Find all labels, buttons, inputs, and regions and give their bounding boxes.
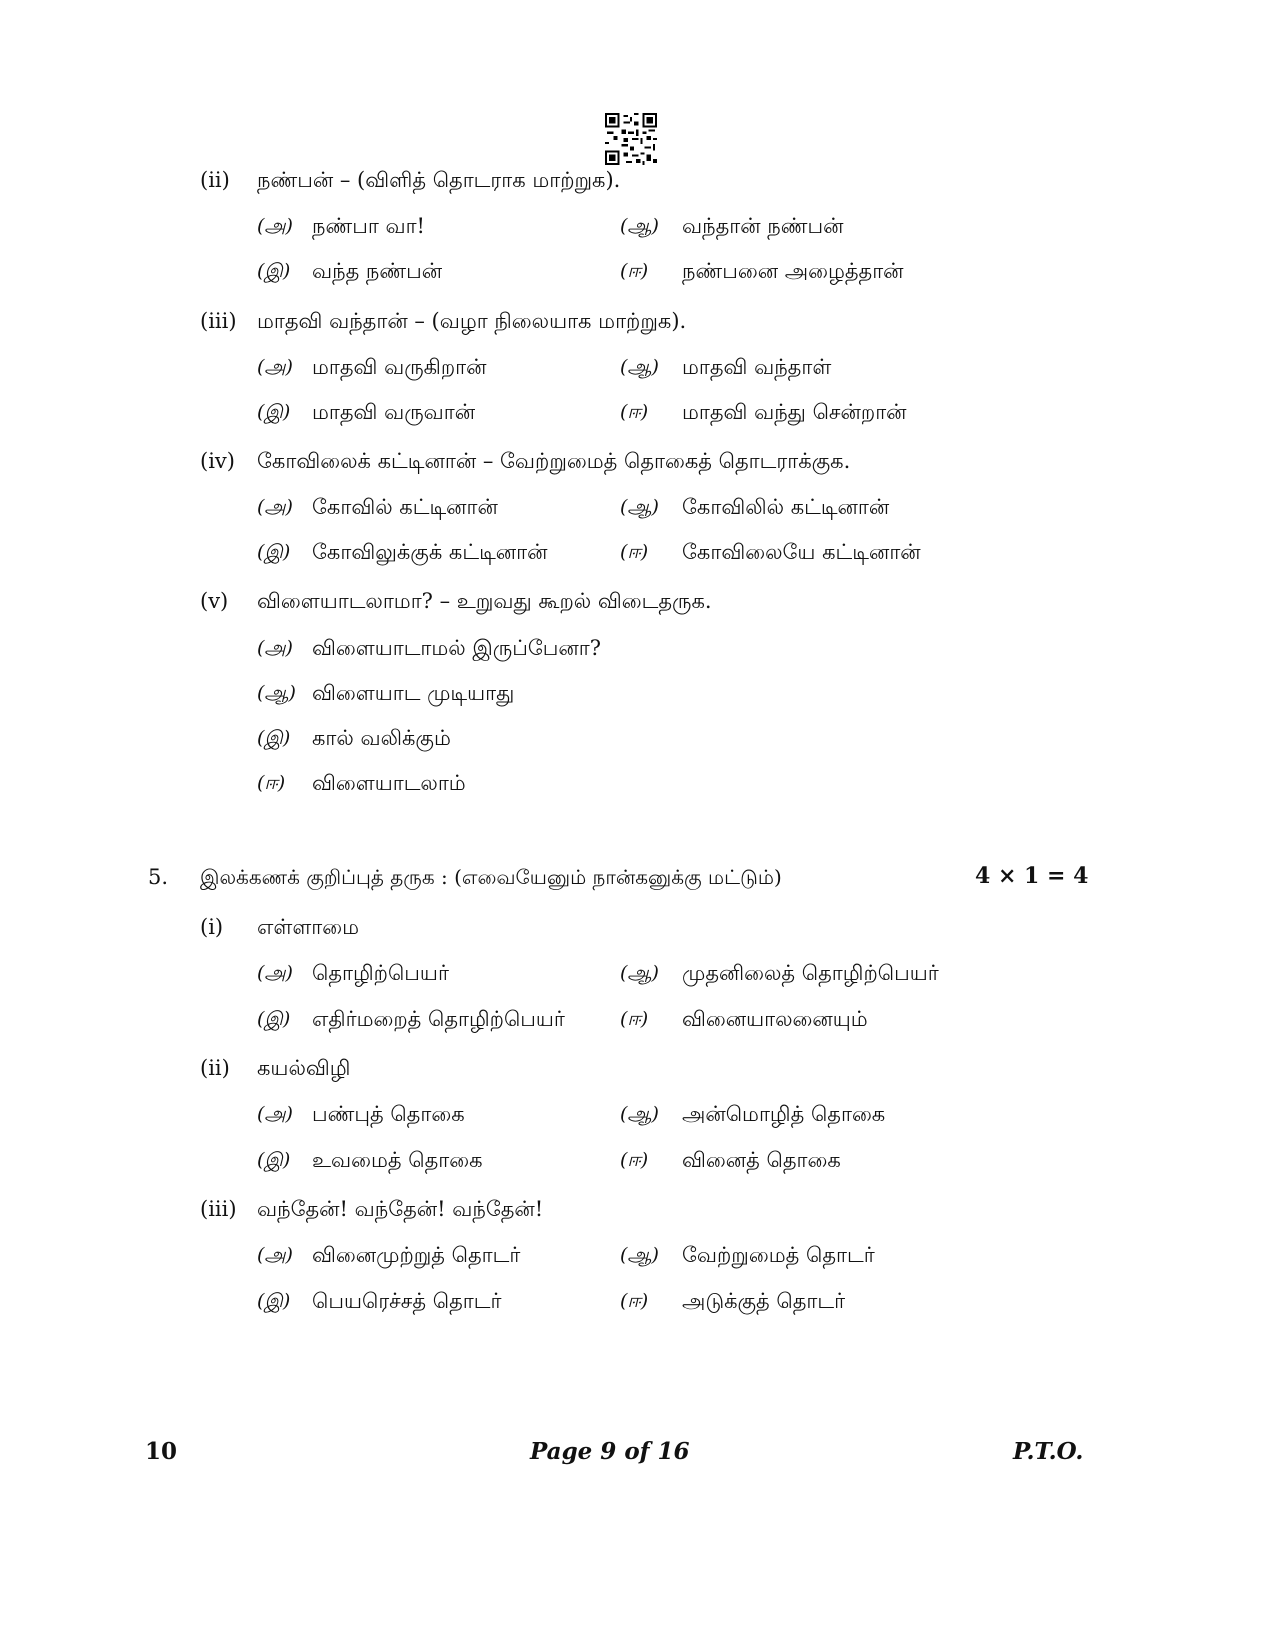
item-number: (v) (200, 589, 229, 613)
option-text: அன்மொழித் தொகை (682, 1102, 886, 1126)
option-text: கோவிலுக்குக் கட்டினான் (312, 540, 548, 564)
item-number: (ii) (200, 168, 230, 192)
option-text: கோவிலையே கட்டினான் (682, 540, 921, 564)
option-text: பெயரெச்சத் தொடர் (312, 1289, 502, 1313)
option-label: (ஆ) (620, 496, 659, 518)
option-text: நண்பனை அழைத்தான் (682, 259, 904, 283)
option-label: (ஈ) (620, 260, 649, 282)
option-text: வந்த நண்பன் (312, 259, 443, 283)
option-text: வினையாலனையும் (682, 1007, 868, 1031)
option-text: மாதவி வந்து சென்றான் (682, 400, 907, 424)
option-text: கோவில் கட்டினான் (312, 495, 498, 519)
item-question: நண்பன் – (விளித் தொடராக மாற்றுக). (257, 168, 621, 192)
option-text: வினைத் தொகை (682, 1148, 841, 1172)
option-text: வினைமுற்றுத் தொடர் (312, 1243, 521, 1267)
option-label: (இ) (257, 1290, 291, 1312)
qr-code (605, 113, 657, 165)
option-label: (ஆ) (620, 215, 659, 237)
option-text: மாதவி வருகிறான் (312, 355, 487, 379)
option-label: (ஈ) (620, 401, 649, 423)
option-text: உவமைத் தொகை (312, 1148, 483, 1172)
item-question: எள்ளாமை (257, 915, 360, 939)
option-label: (அ) (257, 962, 293, 984)
item-question: வந்தேன்! வந்தேன்! வந்தேன்! (257, 1197, 544, 1221)
pto-label: P.T.O. (1013, 1438, 1084, 1465)
option-text: கால் வலிக்கும் (312, 726, 451, 750)
item-number: (iv) (200, 449, 235, 473)
option-label: (ஆ) (620, 1103, 659, 1125)
item-number: (ii) (200, 1056, 230, 1080)
option-label: (இ) (257, 1149, 291, 1171)
option-text: மாதவி வருவான் (312, 400, 476, 424)
option-text: நண்பா வா! (312, 214, 425, 238)
question-text: இலக்கணக் குறிப்புத் தருக : (எவையேனும் நான்கனுக்கு மட்டும்) (200, 865, 782, 889)
option-label: (அ) (257, 1244, 293, 1266)
question-number: 5. (148, 865, 169, 889)
option-label: (அ) (257, 215, 293, 237)
option-label: (ஆ) (620, 356, 659, 378)
option-text: முதனிலைத் தொழிற்பெயர் (682, 961, 939, 985)
option-label: (ஈ) (620, 1149, 649, 1171)
option-text: எதிர்மறைத் தொழிற்பெயர் (312, 1007, 565, 1031)
item-number: (iii) (200, 1197, 237, 1221)
marks-label: 4 × 1 = 4 (975, 863, 1089, 889)
item-number: (i) (200, 915, 224, 939)
option-label: (ஈ) (257, 772, 286, 794)
option-label: (அ) (257, 637, 293, 659)
option-label: (இ) (257, 260, 291, 282)
option-label: (ஈ) (620, 541, 649, 563)
option-label: (ஈ) (620, 1290, 649, 1312)
option-text: பண்புத் தொகை (312, 1102, 465, 1126)
option-label: (அ) (257, 1103, 293, 1125)
option-label: (ஆ) (620, 962, 659, 984)
option-text: விளையாடலாம் (312, 771, 466, 795)
option-label: (ஈ) (620, 1008, 649, 1030)
item-question: கோவிலைக் கட்டினான் – வேற்றுமைத் தொகைத் தொடராக்குக. (257, 449, 851, 473)
option-text: விளையாடாமல் இருப்பேனா? (312, 636, 602, 660)
option-text: கோவிலில் கட்டினான் (682, 495, 890, 519)
option-label: (ஆ) (620, 1244, 659, 1266)
option-text: விளையாட முடியாது (312, 681, 515, 705)
option-label: (இ) (257, 541, 291, 563)
option-text: வேற்றுமைத் தொடர் (682, 1243, 875, 1267)
option-text: தொழிற்பெயர் (312, 961, 449, 985)
item-question: மாதவி வந்தான் – (வழா நிலையாக மாற்றுக). (257, 309, 687, 333)
option-label: (இ) (257, 401, 291, 423)
option-label: (அ) (257, 356, 293, 378)
page-number: Page 9 of 16 (530, 1438, 690, 1465)
item-question: விளையாடலாமா? – உறுவது கூறல் விடைதருக. (257, 589, 712, 613)
item-number: (iii) (200, 309, 237, 333)
option-label: (இ) (257, 727, 291, 749)
option-text: அடுக்குத் தொடர் (682, 1289, 846, 1313)
item-question: கயல்விழி (257, 1056, 351, 1080)
option-label: (இ) (257, 1008, 291, 1030)
option-text: மாதவி வந்தாள் (682, 355, 832, 379)
option-label: (அ) (257, 496, 293, 518)
paper-code: 10 (145, 1438, 178, 1465)
option-text: வந்தான் நண்பன் (682, 214, 844, 238)
option-label: (ஆ) (257, 682, 296, 704)
